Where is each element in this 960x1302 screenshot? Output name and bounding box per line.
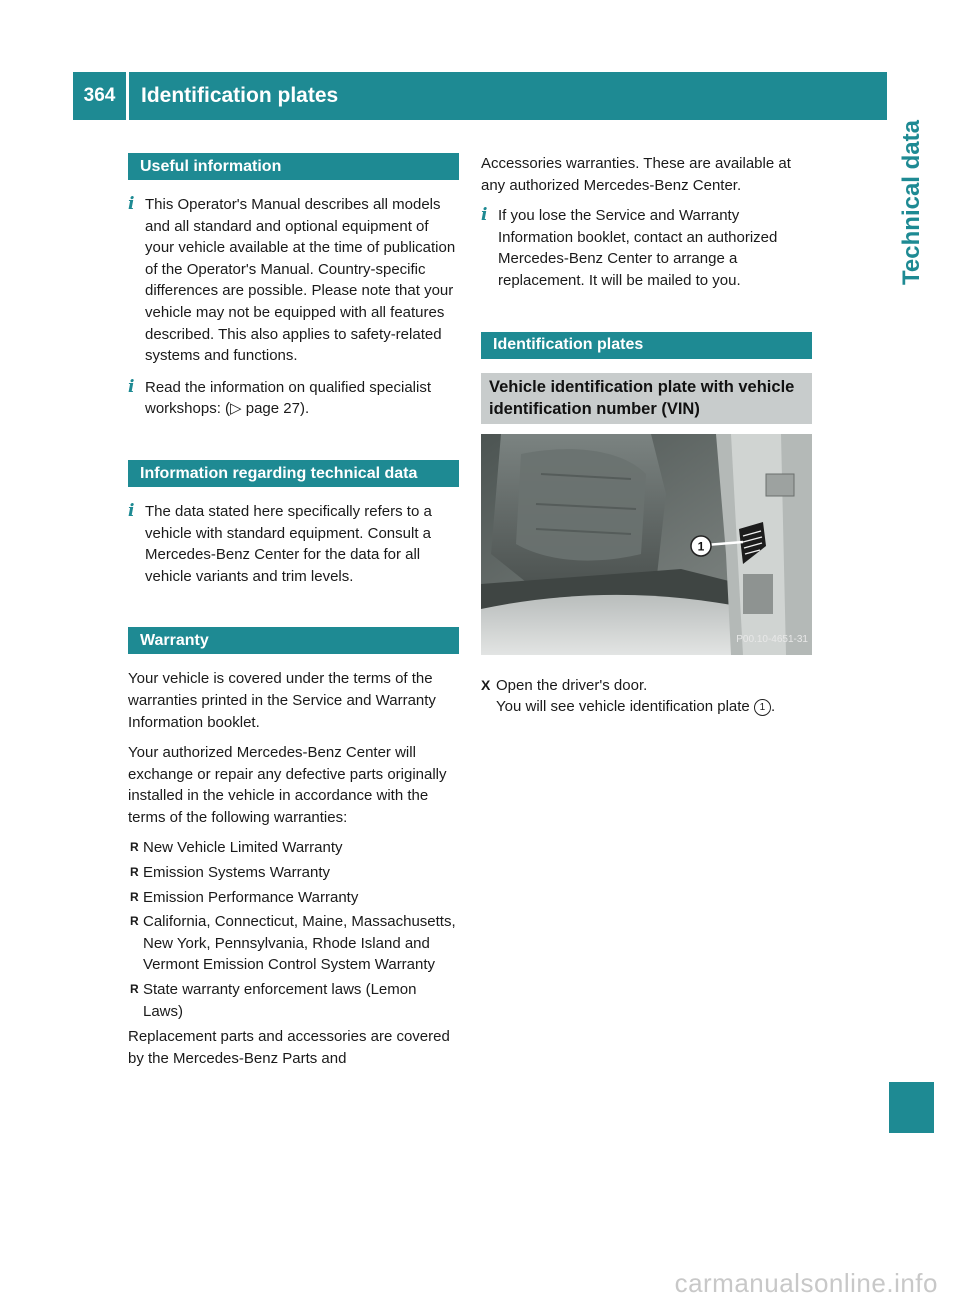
bullet-marker: R [130,840,139,855]
info-icon: i [128,194,135,214]
warranty-paragraph: Your vehicle is covered under the terms of the warranties printed in the Service and Warranty Information booklet. [128,670,436,731]
list-item-text: California, Connecticut, Maine, Massachusetts, New York, Pennsylvania, Rhode Island and Vermont Emission Control System Warranty [143,913,456,974]
step-result-end: . [770,698,776,716]
left-column [128,153,459,1078]
info-note [481,205,812,291]
info-note [128,501,459,587]
vin-plate-photo [481,434,812,655]
list-item-text: Emission Systems Warranty [143,864,330,882]
section-heading-useful-information: Useful information [128,153,459,180]
warranty-paragraph: Replacement parts and accessories are covered by the Mercedes-Benz Parts and [128,1028,450,1067]
side-tab-label: Technical data [897,120,925,285]
info-text: If you lose the Service and Warranty Information booklet, contact an authorized Mercedes-Benz Center to arrange a replacement. It will be mailed to you. [498,207,778,289]
info-text: The data stated here specifically refers to a vehicle with standard equipment. Consult a Mercedes-Benz Center for the data for all vehicle variants and trim levels. [145,502,432,585]
info-icon: i [481,205,488,226]
watermark: carmanualsonline.info [674,1268,938,1298]
step-text: Open the driver's door. [496,676,648,694]
list-item [128,862,459,884]
photo-callout-label: 1 [697,539,705,554]
section-heading-warranty: Warranty [128,627,459,654]
list-item [128,979,459,1022]
list-item [128,837,459,859]
warranty-paragraph: Your authorized Mercedes-Benz Center will exchange or repair any defective parts originally installed in the vehicle in accordance with the terms of the following warranties: [128,744,447,826]
info-note [128,194,459,367]
list-item-text: Emission Performance Warranty [143,888,359,906]
car-seat-illustration [481,434,812,655]
side-tab-marker [889,1082,934,1133]
instruction-step [481,675,812,718]
bullet-marker: R [130,889,139,904]
list-item-text: State warranty enforcement laws (Lemon Laws) [143,981,417,1020]
step-result-text: You will see vehicle identification plate [496,698,754,716]
step-marker: X [481,676,491,693]
info-icon: i [128,376,135,397]
warranty-list [128,837,459,1022]
info-text: This Operator's Manual describes all models and all standard and optional equipment of your vehicle available at the time of publication of the Operator's Manual. Country-specific differences are possible. Please note that your vehicle may not be equipped with all features described. This also applies to safety-related systems and functions. [145,196,456,365]
info-text: Read the information on qualified specialist workshops: (▷ page 27). [145,378,432,418]
photo-reference-code: P00.10-4651-31 [736,633,808,645]
bullet-marker: R [130,914,139,929]
bullet-marker: R [130,982,139,997]
info-icon: i [128,500,135,521]
warranty-paragraph-continued: Accessories warranties. These are available at any authorized Mercedes-Benz Center. [481,155,791,194]
info-note [128,377,459,420]
callout-number: 1 [754,699,771,716]
side-tab-label-wrap [889,120,934,1070]
section-heading-identification-plates: Identification plates [481,332,812,359]
page-number: 364 [73,72,126,120]
subsection-heading-vin-plate: Vehicle identification plate with vehicle identification number (VIN) [481,373,812,424]
page-title: Identification plates [129,72,887,120]
list-item [128,911,459,976]
list-item [128,887,459,909]
bullet-marker: R [130,865,139,880]
section-heading-technical-data: Information regarding technical data [128,460,459,487]
right-column [481,153,812,718]
list-item-text: New Vehicle Limited Warranty [143,839,343,857]
